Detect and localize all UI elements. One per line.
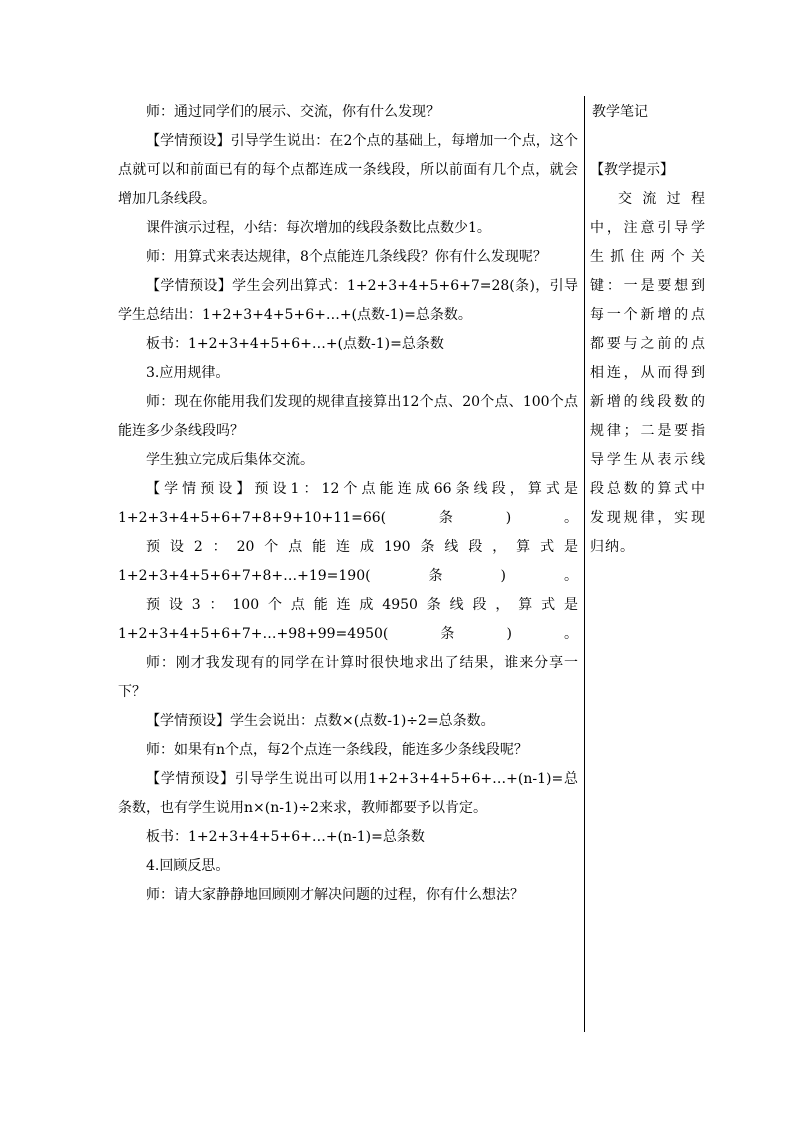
paragraph-teacher-share: 师：刚才我发现有的同学在计算时很快地求出了结果，谁来分享一下？ <box>118 655 578 700</box>
paragraph-independent-work: 学生独立完成后集体交流。 <box>146 452 314 468</box>
paragraph-board-formula: 板书：1+2+3+4+5+6+…+(点数-1)=总条数 <box>146 336 444 352</box>
paragraph-preset-formula: 【学情预设】学生会列出算式：1+2+3+4+5+6+7=28(条)，引导学生总结出：1+2+3+4+5+6+…+(点数-1)=总条数。 <box>118 278 578 323</box>
paragraph-courseware-summary: 课件演示过程，小结：每次增加的线段条数比点数少1。 <box>146 220 491 236</box>
teaching-tip-text: 交流过程中，注意引导学生抓住两个关键：一是要想到每一个新增的点都要与之前的点相连，从而得到新增的线段数的规律；二是要指导学生从表示线段总数的算式中发现规律，实现归纳。 <box>590 191 706 555</box>
teaching-notes-column <box>590 98 706 562</box>
paragraph-preset-2: 预设2：20个点能连成190条线段，算式是1+2+3+4+5+6+7+8+…+19=190(条)。 <box>118 539 578 584</box>
paragraph-preset-rule: 【学情预设】引导学生说出：在2个点的基础上，每增加一个点，这个点就可以和前面已有的每个点都连成一条线段，所以前面有几个点，就会增加几条线段。 <box>118 133 578 207</box>
paragraph-teacher-reflection: 师：请大家静静地回顾刚才解决问题的过程，你有什么想法？ <box>146 887 524 903</box>
section-heading-apply-rule: 3.应用规律。 <box>146 365 230 381</box>
teaching-tip-heading: 【教学提示】 <box>590 162 674 178</box>
section-heading-reflection: 4.回顾反思。 <box>146 858 230 874</box>
paragraph-preset-n-formula: 【学情预设】引导学生说出可以用1+2+3+4+5+6+…+(n-1)=总条数，也有学生说用n×(n-1)÷2来求，教师都要予以肯定。 <box>118 771 578 816</box>
paragraph-teacher-question: 师：通过同学们的展示、交流，你有什么发现？ <box>146 104 440 120</box>
paragraph-teacher-n-points: 师：如果有n个点，每2个点连一条线段，能连多少条线段呢？ <box>146 742 528 758</box>
paragraph-board-n-formula: 板书：1+2+3+4+5+6+…+(n-1)=总条数 <box>146 829 425 845</box>
lesson-body <box>118 98 578 910</box>
paragraph-preset-3: 预设3：100个点能连成4950条线段，算式是1+2+3+4+5+6+7+…+98+99=4950(条)。 <box>118 597 578 642</box>
paragraph-teacher-formula-question: 师：用算式来表达规律，8个点能连几条线段？你有什么发现呢？ <box>146 249 547 265</box>
column-divider <box>584 96 585 1032</box>
notes-title: 教学笔记 <box>592 104 648 120</box>
paragraph-preset-product-formula: 【学情预设】学生会说出：点数×(点数-1)÷2=总条数。 <box>146 713 495 729</box>
paragraph-teacher-apply-question: 师：现在你能用我们发现的规律直接算出12个点、20个点、100个点能连多少条线段吗？ <box>118 394 578 439</box>
paragraph-preset-1: 【学情预设】预设1：12个点能连成66条线段，算式是1+2+3+4+5+6+7+8+9+10+11=66(条)。 <box>118 481 578 526</box>
